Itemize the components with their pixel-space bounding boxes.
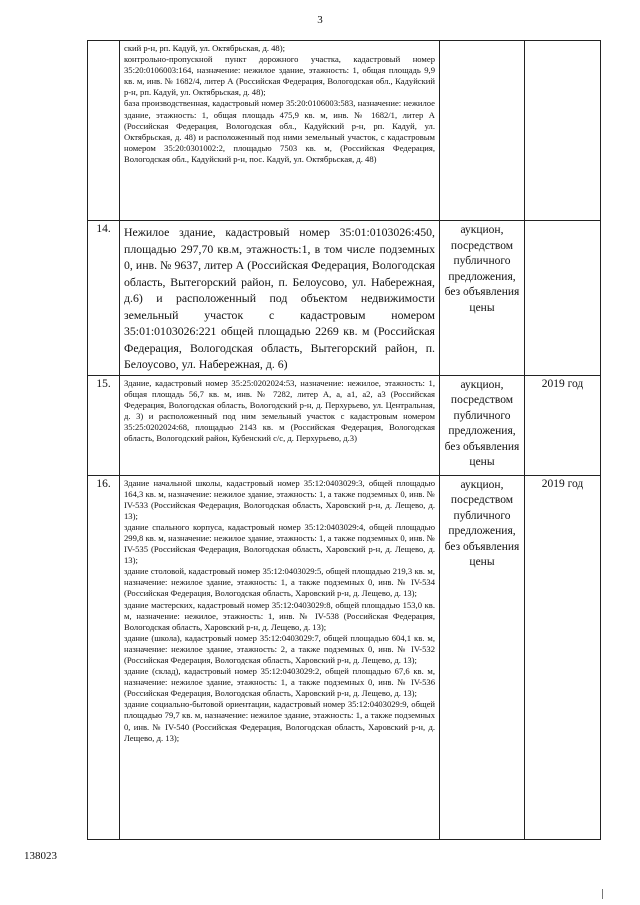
property-description (120, 475, 440, 839)
description-paragraph: здание (школа), кадастровый номер 35:12:0403029:7, общей площадью 604,1 кв. м, назначение: нежилое здание, этажность: 2, а также подземных 0, инв. № IV-532 (Российская Федерация, Вологодская область, Харовский р-н, д. Лещево, д. 13); (124, 632, 435, 665)
table-row (88, 41, 601, 221)
property-description (120, 41, 440, 221)
table-row (88, 221, 601, 376)
row-number (88, 41, 120, 221)
sale-year: 2019 год (525, 375, 601, 475)
sale-year (525, 41, 601, 221)
page-number: 3 (317, 14, 323, 26)
description-paragraph: здание столовой, кадастровый номер 35:12:0403029:5, общей площадью 219,3 кв. м, назначение: нежилое здание, этажность: 1, а также подземных 0, инв. № IV-534 (Российская Федерация, Вологодская область, Харовский р-н, д. Лещево, д. 13); (124, 566, 435, 599)
property-description (120, 221, 440, 376)
description-paragraph: здание (склад), кадастровый номер 35:12:0403029:2, общей площадью 67,6 кв. м, назначение: нежилое здание, этажность: 1, а также подземных 0, инв. № IV-536 (Российская Федерация, Вологодская область, Харовский р-н, д. Лещево, д. 13); (124, 666, 435, 699)
row-number: 14. (88, 221, 120, 376)
property-description (120, 375, 440, 475)
property-table (87, 40, 601, 840)
description-paragraph: здание спального корпуса, кадастровый номер 35:12:0403029:4, общей площадью 299,8 кв. м, назначение: нежилое здание, этажность: 1, а также подземных 0, инв. № IV-535 (Российская Федерация, Вологодская область, Харовский р-н, д. Лещево, д. 13); (124, 521, 435, 566)
row-number: 15. (88, 375, 120, 475)
sale-method: аукцион, посредством публичного предложения, без объявления цены (440, 475, 525, 839)
description-paragraph: контрольно-пропускной пункт дорожного участка, кадастровый номер 35:20:0106003:164, назначение: нежилое здание, этажность: 1, общая площадь 9,9 кв. м, инв. № 1682/4, литер А (Российская Федерация, Вологодская обл., Кадуйский р-н, рп. Кадуй, ул. Октябрьская, д. 48); (124, 54, 435, 98)
sale-year (525, 221, 601, 376)
sale-year: 2019 год (525, 475, 601, 839)
description-paragraph: база производственная, кадастровый номер 35:20:0106003:583, назначение: нежилое здание, этажность: 1, общая площадь 475,9 кв. м, инв. № 1682/1, литер А (Российская Федерация, Вологодская обл., Кадуйский р-н, рп. Кадуй, ул. Октябрьская, д. 48) и расположенный под ними земельный участок, с кадастровым номером 35:20:0301002:2, площадью 7503 кв. м, (Российская Федерация, Вологодская обл., Кадуйский р-н, пос. Кадуй, ул. Октябрьская, д. 48) (124, 98, 435, 164)
sale-method (440, 41, 525, 221)
sale-method: аукцион, посредством публичного предложения, без объявления цены (440, 221, 525, 376)
table-row (88, 475, 601, 839)
description-paragraph: Здание, кадастровый номер 35:25:0202024:53, назначение: нежилое, этажность: 1, общая площадь 56,7 кв. м, инв. № 7282, литер А, а, а1, а2, а3 (Российская Федерация, Вологодская область, Вологодский р-н, д. Перхурьево, ул. Центральная, д. 3) и расположенный под ним земельный участок с кадастровым номером 35:25:0202024:68, площадью 2143 кв. м (Российская Федерация, Вологодская область, Вологодский район, Кубенский с/с, д. Перхурьево, д.3) (124, 377, 435, 443)
table-row (88, 375, 601, 475)
description-paragraph: здание социально-бытовой ориентации, кадастровый номер 35:12:0403029:9, общей площадью 79,7 кв. м, назначение: нежилое здание, этажность: 1, а также подземных 0, инв. № IV-540 (Российская Федерация, Вологодская область, Харовский р-н, д. Лещево, д. 13); (124, 699, 435, 743)
description-paragraph: Нежилое здание, кадастровый номер 35:01:0103026:450, площадью 297,70 кв.м, этажность:1, в том числе подземных 0, инв. № 9637, литер А (Российская Федерация, Вологодская область, Вытегорский район, п. Белоусово, ул. Набережная, д.6) и расположенный под объектом недвижимости земельный участок с кадастровым номером 35:01:0103026:221 общей площадью 2269 кв. м (Российская Федерация, Вологодская область, Вытегорский район, п. Белоусово, ул. Набережная, д. 6) (124, 225, 435, 371)
row-number: 16. (88, 475, 120, 839)
sale-method: аукцион, посредством публичного предложения, без объявления цены (440, 375, 525, 475)
description-paragraph: ский р-н, рп. Кадуй, ул. Октябрьская, д. 48); (124, 43, 285, 53)
description-paragraph: здание мастерских, кадастровый номер 35:12:0403029:8, общей площадью 153,0 кв. м, назначение: нежилое, этажность: 1, инв. № IV-538 (Российская Федерация, Вологодская область, Харовский р-н, д. Лещево, д. 13); (124, 599, 435, 632)
document-code: 138023 (24, 850, 57, 862)
scan-edge-mark (602, 889, 603, 899)
description-paragraph: Здание начальной школы, кадастровый номер 35:12:0403029:3, общей площадью 164,3 кв. м, назначение: нежилое здание, этажность: 1, а также подземных 0, инв. № IV-533 (Российская Федерация, Вологодская область, Харовский р-н, д. Лещево, д. 13); (124, 477, 435, 521)
